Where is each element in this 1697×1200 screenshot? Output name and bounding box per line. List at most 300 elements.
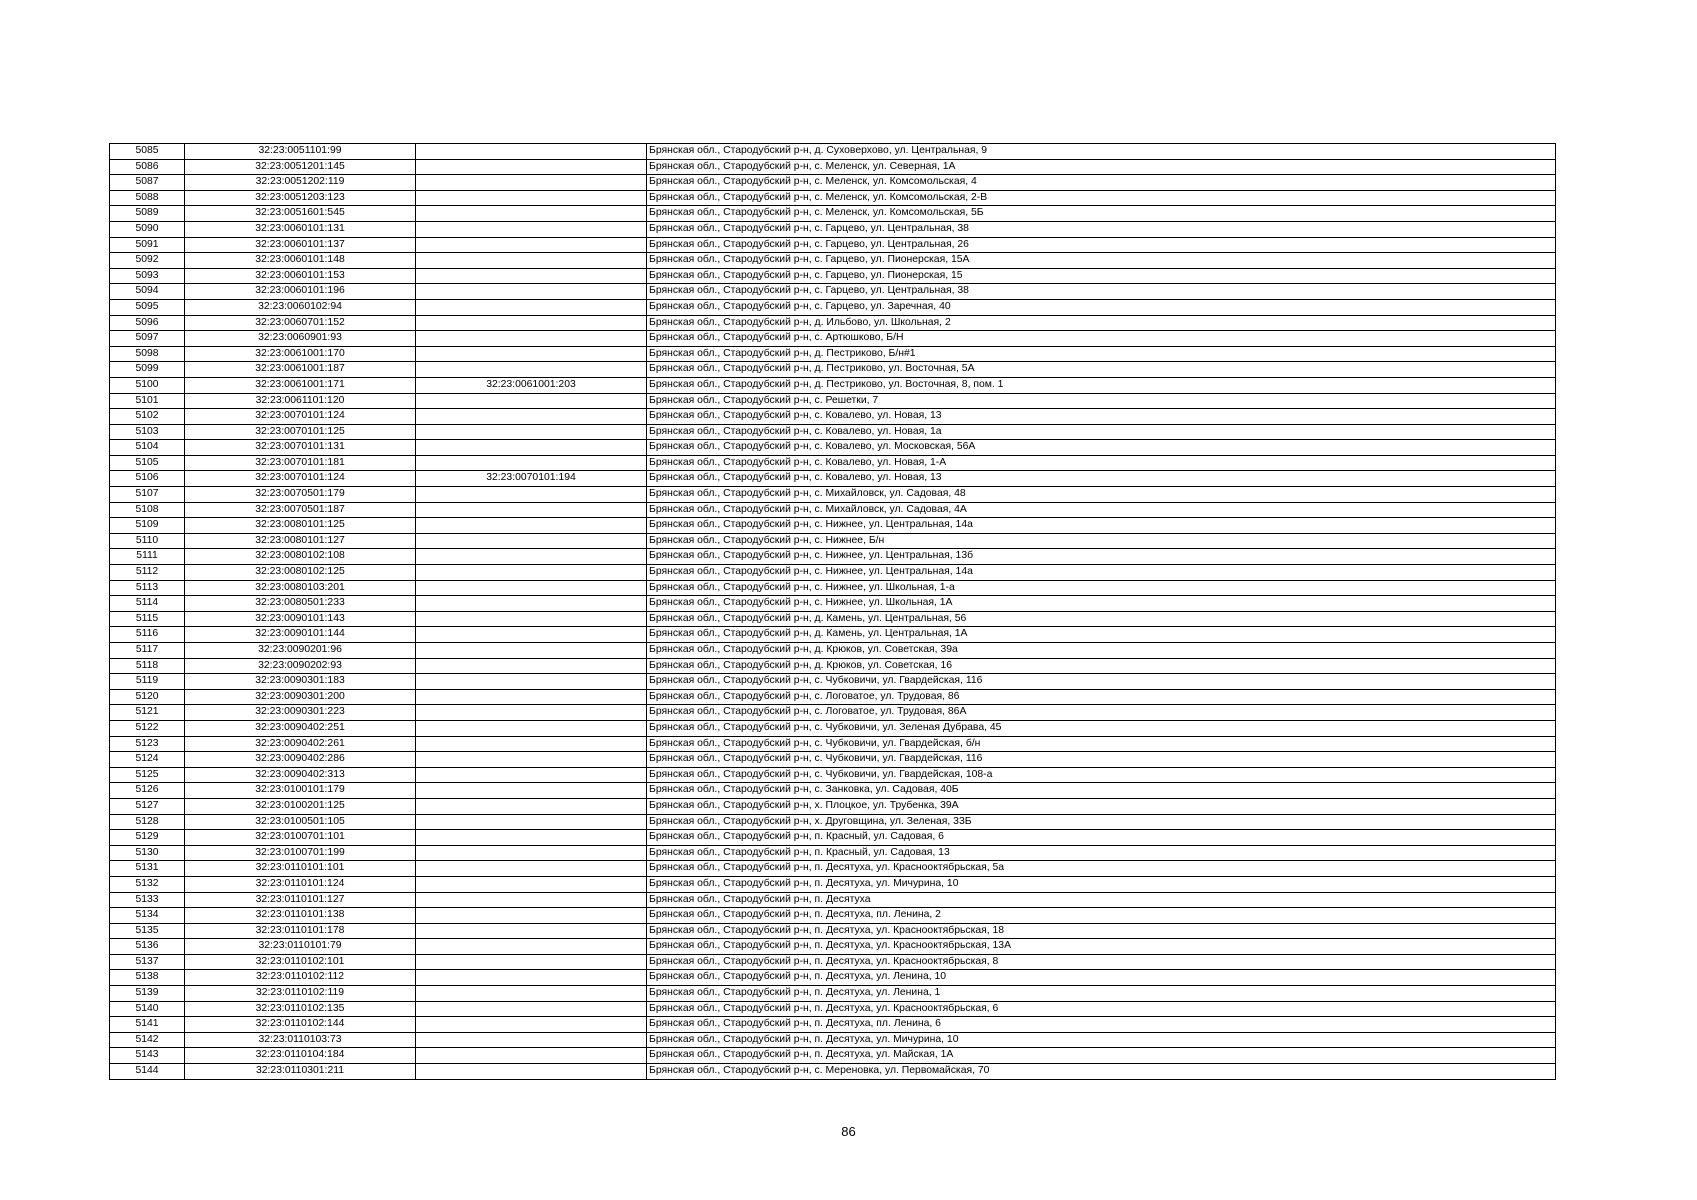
cadastral-number-cell: 32:23:0060101:148	[185, 253, 416, 269]
table-row	[110, 1001, 1556, 1017]
linked-cadastral-number-cell	[416, 1017, 647, 1033]
cadastral-number-cell: 32:23:0100101:179	[185, 783, 416, 799]
page-number: 86	[841, 1124, 856, 1139]
row-number-cell: 5132	[110, 876, 185, 892]
address-cell: Брянская обл., Стародубский р-н, п. Десятуха, ул. Краснооктябрьская, 18	[647, 923, 1556, 939]
address-cell: Брянская обл., Стародубский р-н, д. Суховерхово, ул. Центральная, 9	[647, 144, 1556, 160]
linked-cadastral-number-cell	[416, 705, 647, 721]
row-number-cell: 5089	[110, 206, 185, 222]
address-cell: Брянская обл., Стародубский р-н, п. Десятуха, ул. Ленина, 1	[647, 986, 1556, 1002]
address-cell: Брянская обл., Стародубский р-н, п. Десятуха, ул. Майская, 1А	[647, 1048, 1556, 1064]
row-number-cell: 5133	[110, 892, 185, 908]
row-number-cell: 5128	[110, 814, 185, 830]
address-cell: Брянская обл., Стародубский р-н, с. Ковалево, ул. Новая, 1-А	[647, 455, 1556, 471]
address-cell: Брянская обл., Стародубский р-н, с. Чубковичи, ул. Гвардейская, 116	[647, 752, 1556, 768]
row-number-cell: 5087	[110, 175, 185, 191]
table-row	[110, 1017, 1556, 1033]
address-cell: Брянская обл., Стародубский р-н, с. Занковка, ул. Садовая, 40Б	[647, 783, 1556, 799]
row-number-cell: 5130	[110, 845, 185, 861]
cadastral-number-cell: 32:23:0090202:93	[185, 658, 416, 674]
address-cell: Брянская обл., Стародубский р-н, п. Десятуха, ул. Краснооктябрьская, 5а	[647, 861, 1556, 877]
table-row	[110, 596, 1556, 612]
row-number-cell: 5092	[110, 253, 185, 269]
table-row	[110, 190, 1556, 206]
registry-table-body	[110, 144, 1556, 1080]
row-number-cell: 5101	[110, 393, 185, 409]
registry-table	[109, 143, 1556, 1080]
linked-cadastral-number-cell	[416, 237, 647, 253]
address-cell: Брянская обл., Стародубский р-н, с. Гарцево, ул. Центральная, 38	[647, 284, 1556, 300]
cadastral-number-cell: 32:23:0060101:196	[185, 284, 416, 300]
row-number-cell: 5139	[110, 986, 185, 1002]
table-row	[110, 471, 1556, 487]
address-cell: Брянская обл., Стародубский р-н, д. Пестриково, ул. Восточная, 8, пом. 1	[647, 377, 1556, 393]
linked-cadastral-number-cell	[416, 736, 647, 752]
table-row	[110, 175, 1556, 191]
address-cell: Брянская обл., Стародубский р-н, с. Чубковичи, ул. Гвардейская, б/н	[647, 736, 1556, 752]
cadastral-number-cell: 32:23:0110101:127	[185, 892, 416, 908]
table-row	[110, 705, 1556, 721]
table-row	[110, 923, 1556, 939]
cadastral-number-cell: 32:23:0110101:138	[185, 908, 416, 924]
linked-cadastral-number-cell	[416, 876, 647, 892]
table-row	[110, 284, 1556, 300]
address-cell: Брянская обл., Стародубский р-н, с. Ковалево, ул. Новая, 1а	[647, 424, 1556, 440]
row-number-cell: 5127	[110, 798, 185, 814]
cadastral-number-cell: 32:23:0051101:99	[185, 144, 416, 160]
cadastral-number-cell: 32:23:0060101:153	[185, 268, 416, 284]
cadastral-number-cell: 32:23:0060101:137	[185, 237, 416, 253]
row-number-cell: 5091	[110, 237, 185, 253]
address-cell: Брянская обл., Стародубский р-н, с. Меленск, ул. Северная, 1А	[647, 159, 1556, 175]
row-number-cell: 5124	[110, 752, 185, 768]
address-cell: Брянская обл., Стародубский р-н, с. Чубковичи, ул. Зеленая Дубрава, 45	[647, 720, 1556, 736]
row-number-cell: 5100	[110, 377, 185, 393]
row-number-cell: 5102	[110, 409, 185, 425]
address-cell: Брянская обл., Стародубский р-н, д. Крюков, ул. Советская, 39а	[647, 643, 1556, 659]
linked-cadastral-number-cell	[416, 299, 647, 315]
row-number-cell: 5125	[110, 767, 185, 783]
cadastral-number-cell: 32:23:0110102:135	[185, 1001, 416, 1017]
cadastral-number-cell: 32:23:0070501:179	[185, 487, 416, 503]
cadastral-number-cell: 32:23:0090301:183	[185, 674, 416, 690]
cadastral-number-cell: 32:23:0110101:178	[185, 923, 416, 939]
cadastral-number-cell: 32:23:0061001:187	[185, 362, 416, 378]
cadastral-number-cell: 32:23:0061001:170	[185, 346, 416, 362]
row-number-cell: 5113	[110, 580, 185, 596]
row-number-cell: 5143	[110, 1048, 185, 1064]
row-number-cell: 5116	[110, 627, 185, 643]
row-number-cell: 5099	[110, 362, 185, 378]
cadastral-number-cell: 32:23:0110104:184	[185, 1048, 416, 1064]
table-row	[110, 658, 1556, 674]
row-number-cell: 5096	[110, 315, 185, 331]
cadastral-number-cell: 32:23:0090402:313	[185, 767, 416, 783]
cadastral-number-cell: 32:23:0110101:79	[185, 939, 416, 955]
linked-cadastral-number-cell	[416, 643, 647, 659]
table-row	[110, 876, 1556, 892]
linked-cadastral-number-cell	[416, 221, 647, 237]
row-number-cell: 5136	[110, 939, 185, 955]
address-cell: Брянская обл., Стародубский р-н, с. Чубковичи, ул. Гвардейская, 116	[647, 674, 1556, 690]
linked-cadastral-number-cell	[416, 206, 647, 222]
row-number-cell: 5129	[110, 830, 185, 846]
linked-cadastral-number-cell	[416, 627, 647, 643]
address-cell: Брянская обл., Стародубский р-н, п. Десятуха, пл. Ленина, 2	[647, 908, 1556, 924]
cadastral-number-cell: 32:23:0070101:181	[185, 455, 416, 471]
linked-cadastral-number-cell	[416, 533, 647, 549]
row-number-cell: 5098	[110, 346, 185, 362]
address-cell: Брянская обл., Стародубский р-н, с. Ковалево, ул. Московская, 56А	[647, 440, 1556, 456]
address-cell: Брянская обл., Стародубский р-н, с. Меленск, ул. Комсомольская, 2-В	[647, 190, 1556, 206]
table-row	[110, 1032, 1556, 1048]
address-cell: Брянская обл., Стародубский р-н, с. Чубковичи, ул. Гвардейская, 108-а	[647, 767, 1556, 783]
address-cell: Брянская обл., Стародубский р-н, с. Меленск, ул. Комсомольская, 4	[647, 175, 1556, 191]
cadastral-number-cell: 32:23:0080101:127	[185, 533, 416, 549]
cadastral-number-cell: 32:23:0060701:152	[185, 315, 416, 331]
table-row	[110, 783, 1556, 799]
linked-cadastral-number-cell	[416, 861, 647, 877]
row-number-cell: 5114	[110, 596, 185, 612]
row-number-cell: 5105	[110, 455, 185, 471]
linked-cadastral-number-cell	[416, 658, 647, 674]
address-cell: Брянская обл., Стародубский р-н, п. Десятуха, ул. Мичурина, 10	[647, 1032, 1556, 1048]
address-cell: Брянская обл., Стародубский р-н, с. Гарцево, ул. Пионерская, 15А	[647, 253, 1556, 269]
linked-cadastral-number-cell	[416, 845, 647, 861]
table-row	[110, 565, 1556, 581]
address-cell: Брянская обл., Стародубский р-н, п. Красный, ул. Садовая, 6	[647, 830, 1556, 846]
linked-cadastral-number-cell	[416, 144, 647, 160]
address-cell: Брянская обл., Стародубский р-н, с. Меленск, ул. Комсомольская, 5Б	[647, 206, 1556, 222]
cadastral-number-cell: 32:23:0060901:93	[185, 331, 416, 347]
cadastral-number-cell: 32:23:0080103:201	[185, 580, 416, 596]
address-cell: Брянская обл., Стародубский р-н, с. Нижнее, ул. Центральная, 14а	[647, 565, 1556, 581]
address-cell: Брянская обл., Стародубский р-н, с. Михайловск, ул. Садовая, 4А	[647, 502, 1556, 518]
cadastral-number-cell: 32:23:0060101:131	[185, 221, 416, 237]
cadastral-number-cell: 32:23:0110102:112	[185, 970, 416, 986]
address-cell: Брянская обл., Стародубский р-н, с. Гарцево, ул. Центральная, 38	[647, 221, 1556, 237]
cadastral-number-cell: 32:23:0051203:123	[185, 190, 416, 206]
address-cell: Брянская обл., Стародубский р-н, с. Нижнее, ул. Центральная, 14а	[647, 518, 1556, 534]
table-row	[110, 861, 1556, 877]
linked-cadastral-number-cell	[416, 440, 647, 456]
linked-cadastral-number-cell	[416, 986, 647, 1002]
cadastral-number-cell: 32:23:0080102:108	[185, 549, 416, 565]
row-number-cell: 5142	[110, 1032, 185, 1048]
address-cell: Брянская обл., Стародубский р-н, с. Логоватое, ул. Трудовая, 86	[647, 689, 1556, 705]
cadastral-number-cell: 32:23:0090101:144	[185, 627, 416, 643]
address-cell: Брянская обл., Стародубский р-н, п. Десятуха, ул. Краснооктябрьская, 8	[647, 954, 1556, 970]
address-cell: Брянская обл., Стародубский р-н, с. Михайловск, ул. Садовая, 48	[647, 487, 1556, 503]
cadastral-number-cell: 32:23:0090402:251	[185, 720, 416, 736]
linked-cadastral-number-cell	[416, 970, 647, 986]
table-row	[110, 986, 1556, 1002]
linked-cadastral-number-cell	[416, 596, 647, 612]
row-number-cell: 5119	[110, 674, 185, 690]
address-cell: Брянская обл., Стародубский р-н, д. Ильбово, ул. Школьная, 2	[647, 315, 1556, 331]
linked-cadastral-number-cell	[416, 565, 647, 581]
linked-cadastral-number-cell	[416, 767, 647, 783]
table-row	[110, 315, 1556, 331]
linked-cadastral-number-cell	[416, 908, 647, 924]
row-number-cell: 5104	[110, 440, 185, 456]
cadastral-number-cell: 32:23:0090301:200	[185, 689, 416, 705]
table-row	[110, 845, 1556, 861]
address-cell: Брянская обл., Стародубский р-н, с. Мереновка, ул. Первомайская, 70	[647, 1064, 1556, 1080]
table-row	[110, 346, 1556, 362]
linked-cadastral-number-cell	[416, 253, 647, 269]
cadastral-number-cell: 32:23:0070101:124	[185, 471, 416, 487]
linked-cadastral-number-cell	[416, 331, 647, 347]
address-cell: Брянская обл., Стародубский р-н, с. Логоватое, ул. Трудовая, 86А	[647, 705, 1556, 721]
row-number-cell: 5115	[110, 611, 185, 627]
address-cell: Брянская обл., Стародубский р-н, с. Нижнее, Б/н	[647, 533, 1556, 549]
address-cell: Брянская обл., Стародубский р-н, д. Пестриково, Б/н#1	[647, 346, 1556, 362]
cadastral-number-cell: 32:23:0080102:125	[185, 565, 416, 581]
address-cell: Брянская обл., Стародубский р-н, с. Нижнее, ул. Школьная, 1-а	[647, 580, 1556, 596]
address-cell: Брянская обл., Стародубский р-н, д. Камень, ул. Центральная, 1А	[647, 627, 1556, 643]
linked-cadastral-number-cell	[416, 175, 647, 191]
table-row	[110, 720, 1556, 736]
linked-cadastral-number-cell	[416, 830, 647, 846]
table-row	[110, 830, 1556, 846]
linked-cadastral-number-cell	[416, 752, 647, 768]
cadastral-number-cell: 32:23:0110102:119	[185, 986, 416, 1002]
row-number-cell: 5120	[110, 689, 185, 705]
table-row	[110, 970, 1556, 986]
cadastral-number-cell: 32:23:0051201:145	[185, 159, 416, 175]
linked-cadastral-number-cell	[416, 393, 647, 409]
table-row	[110, 533, 1556, 549]
cadastral-number-cell: 32:23:0110101:101	[185, 861, 416, 877]
linked-cadastral-number-cell	[416, 1048, 647, 1064]
linked-cadastral-number-cell	[416, 159, 647, 175]
address-cell: Брянская обл., Стародубский р-н, д. Пестриково, ул. Восточная, 5А	[647, 362, 1556, 378]
row-number-cell: 5086	[110, 159, 185, 175]
table-row	[110, 362, 1556, 378]
table-row	[110, 689, 1556, 705]
cadastral-number-cell: 32:23:0070101:131	[185, 440, 416, 456]
cadastral-number-cell: 32:23:0061001:171	[185, 377, 416, 393]
table-row	[110, 409, 1556, 425]
address-cell: Брянская обл., Стародубский р-н, с. Нижнее, ул. Школьная, 1А	[647, 596, 1556, 612]
linked-cadastral-number-cell	[416, 346, 647, 362]
cadastral-number-cell: 32:23:0051202:119	[185, 175, 416, 191]
linked-cadastral-number-cell	[416, 580, 647, 596]
table-row	[110, 627, 1556, 643]
row-number-cell: 5137	[110, 954, 185, 970]
cadastral-number-cell: 32:23:0110102:101	[185, 954, 416, 970]
cadastral-number-cell: 32:23:0100701:101	[185, 830, 416, 846]
linked-cadastral-number-cell	[416, 549, 647, 565]
table-row	[110, 144, 1556, 160]
table-row	[110, 798, 1556, 814]
linked-cadastral-number-cell	[416, 1064, 647, 1080]
cadastral-number-cell: 32:23:0070101:124	[185, 409, 416, 425]
table-row	[110, 455, 1556, 471]
linked-cadastral-number-cell	[416, 798, 647, 814]
row-number-cell: 5144	[110, 1064, 185, 1080]
cadastral-number-cell: 32:23:0061101:120	[185, 393, 416, 409]
linked-cadastral-number-cell	[416, 939, 647, 955]
cadastral-number-cell: 32:23:0090101:143	[185, 611, 416, 627]
table-row	[110, 814, 1556, 830]
cadastral-number-cell: 32:23:0110301:211	[185, 1064, 416, 1080]
row-number-cell: 5097	[110, 331, 185, 347]
row-number-cell: 5138	[110, 970, 185, 986]
row-number-cell: 5121	[110, 705, 185, 721]
cadastral-number-cell: 32:23:0090402:286	[185, 752, 416, 768]
linked-cadastral-number-cell	[416, 611, 647, 627]
cadastral-number-cell: 32:23:0110102:144	[185, 1017, 416, 1033]
row-number-cell: 5085	[110, 144, 185, 160]
table-row	[110, 954, 1556, 970]
row-number-cell: 5094	[110, 284, 185, 300]
linked-cadastral-number-cell	[416, 954, 647, 970]
table-row	[110, 908, 1556, 924]
linked-cadastral-number-cell	[416, 1032, 647, 1048]
address-cell: Брянская обл., Стародубский р-н, с. Гарцево, ул. Пионерская, 15	[647, 268, 1556, 284]
linked-cadastral-number-cell	[416, 783, 647, 799]
address-cell: Брянская обл., Стародубский р-н, д. Крюков, ул. Советская, 16	[647, 658, 1556, 674]
cadastral-number-cell: 32:23:0090301:223	[185, 705, 416, 721]
table-row	[110, 299, 1556, 315]
cadastral-number-cell: 32:23:0080501:233	[185, 596, 416, 612]
row-number-cell: 5135	[110, 923, 185, 939]
table-row	[110, 221, 1556, 237]
row-number-cell: 5106	[110, 471, 185, 487]
address-cell: Брянская обл., Стародубский р-н, п. Десятуха, пл. Ленина, 6	[647, 1017, 1556, 1033]
table-row	[110, 518, 1556, 534]
row-number-cell: 5110	[110, 533, 185, 549]
cadastral-number-cell: 32:23:0090201:96	[185, 643, 416, 659]
linked-cadastral-number-cell	[416, 409, 647, 425]
table-row	[110, 580, 1556, 596]
row-number-cell: 5108	[110, 502, 185, 518]
address-cell: Брянская обл., Стародубский р-н, с. Ковалево, ул. Новая, 13	[647, 409, 1556, 425]
row-number-cell: 5093	[110, 268, 185, 284]
row-number-cell: 5095	[110, 299, 185, 315]
table-row	[110, 892, 1556, 908]
row-number-cell: 5123	[110, 736, 185, 752]
table-row	[110, 752, 1556, 768]
linked-cadastral-number-cell	[416, 720, 647, 736]
table-row	[110, 159, 1556, 175]
address-cell: Брянская обл., Стародубский р-н, х. Друговщина, ул. Зеленая, 33Б	[647, 814, 1556, 830]
cadastral-number-cell: 32:23:0070501:187	[185, 502, 416, 518]
row-number-cell: 5131	[110, 861, 185, 877]
address-cell: Брянская обл., Стародубский р-н, х. Плоцкое, ул. Трубенка, 39А	[647, 798, 1556, 814]
table-row	[110, 939, 1556, 955]
linked-cadastral-number-cell	[416, 487, 647, 503]
row-number-cell: 5118	[110, 658, 185, 674]
linked-cadastral-number-cell	[416, 674, 647, 690]
table-row	[110, 331, 1556, 347]
linked-cadastral-number-cell	[416, 518, 647, 534]
table-row	[110, 502, 1556, 518]
table-row	[110, 767, 1556, 783]
linked-cadastral-number-cell	[416, 1001, 647, 1017]
row-number-cell: 5109	[110, 518, 185, 534]
row-number-cell: 5117	[110, 643, 185, 659]
address-cell: Брянская обл., Стародубский р-н, с. Нижнее, ул. Центральная, 13б	[647, 549, 1556, 565]
row-number-cell: 5126	[110, 783, 185, 799]
address-cell: Брянская обл., Стародубский р-н, с. Артюшково, Б/Н	[647, 331, 1556, 347]
linked-cadastral-number-cell	[416, 424, 647, 440]
cadastral-number-cell: 32:23:0051601:545	[185, 206, 416, 222]
address-cell: Брянская обл., Стародубский р-н, п. Десятуха, ул. Краснооктябрьская, 6	[647, 1001, 1556, 1017]
linked-cadastral-number-cell	[416, 315, 647, 331]
row-number-cell: 5088	[110, 190, 185, 206]
table-row	[110, 440, 1556, 456]
table-row	[110, 1064, 1556, 1080]
table-row	[110, 377, 1556, 393]
table-row	[110, 206, 1556, 222]
cadastral-number-cell: 32:23:0070101:125	[185, 424, 416, 440]
linked-cadastral-number-cell	[416, 502, 647, 518]
address-cell: Брянская обл., Стародубский р-н, п. Десятуха, ул. Краснооктябрьская, 13А	[647, 939, 1556, 955]
cadastral-number-cell: 32:23:0100701:199	[185, 845, 416, 861]
row-number-cell: 5107	[110, 487, 185, 503]
linked-cadastral-number-cell	[416, 362, 647, 378]
address-cell: Брянская обл., Стародубский р-н, с. Гарцево, ул. Заречная, 40	[647, 299, 1556, 315]
linked-cadastral-number-cell: 32:23:0061001:203	[416, 377, 647, 393]
table-row	[110, 268, 1556, 284]
linked-cadastral-number-cell	[416, 689, 647, 705]
cadastral-number-cell: 32:23:0060102:94	[185, 299, 416, 315]
cadastral-number-cell: 32:23:0090402:261	[185, 736, 416, 752]
row-number-cell: 5134	[110, 908, 185, 924]
table-row	[110, 393, 1556, 409]
cadastral-number-cell: 32:23:0100501:105	[185, 814, 416, 830]
address-cell: Брянская обл., Стародубский р-н, п. Десятуха	[647, 892, 1556, 908]
table-row	[110, 643, 1556, 659]
table-row	[110, 487, 1556, 503]
row-number-cell: 5140	[110, 1001, 185, 1017]
table-row	[110, 549, 1556, 565]
linked-cadastral-number-cell	[416, 455, 647, 471]
cadastral-number-cell: 32:23:0100201:125	[185, 798, 416, 814]
linked-cadastral-number-cell	[416, 892, 647, 908]
row-number-cell: 5090	[110, 221, 185, 237]
row-number-cell: 5111	[110, 549, 185, 565]
address-cell: Брянская обл., Стародубский р-н, п. Десятуха, ул. Ленина, 10	[647, 970, 1556, 986]
address-cell: Брянская обл., Стародубский р-н, с. Ковалево, ул. Новая, 13	[647, 471, 1556, 487]
table-row	[110, 253, 1556, 269]
address-cell: Брянская обл., Стародубский р-н, д. Камень, ул. Центральная, 56	[647, 611, 1556, 627]
table-row	[110, 736, 1556, 752]
row-number-cell: 5122	[110, 720, 185, 736]
table-row	[110, 611, 1556, 627]
cadastral-number-cell: 32:23:0110101:124	[185, 876, 416, 892]
table-row	[110, 424, 1556, 440]
table-row	[110, 674, 1556, 690]
linked-cadastral-number-cell	[416, 923, 647, 939]
row-number-cell: 5112	[110, 565, 185, 581]
linked-cadastral-number-cell	[416, 190, 647, 206]
row-number-cell: 5103	[110, 424, 185, 440]
cadastral-number-cell: 32:23:0110103:73	[185, 1032, 416, 1048]
linked-cadastral-number-cell	[416, 284, 647, 300]
address-cell: Брянская обл., Стародубский р-н, с. Гарцево, ул. Центральная, 26	[647, 237, 1556, 253]
table-row	[110, 237, 1556, 253]
cadastral-number-cell: 32:23:0080101:125	[185, 518, 416, 534]
row-number-cell: 5141	[110, 1017, 185, 1033]
address-cell: Брянская обл., Стародубский р-н, п. Десятуха, ул. Мичурина, 10	[647, 876, 1556, 892]
address-cell: Брянская обл., Стародубский р-н, с. Решетки, 7	[647, 393, 1556, 409]
linked-cadastral-number-cell	[416, 268, 647, 284]
address-cell: Брянская обл., Стародубский р-н, п. Красный, ул. Садовая, 13	[647, 845, 1556, 861]
